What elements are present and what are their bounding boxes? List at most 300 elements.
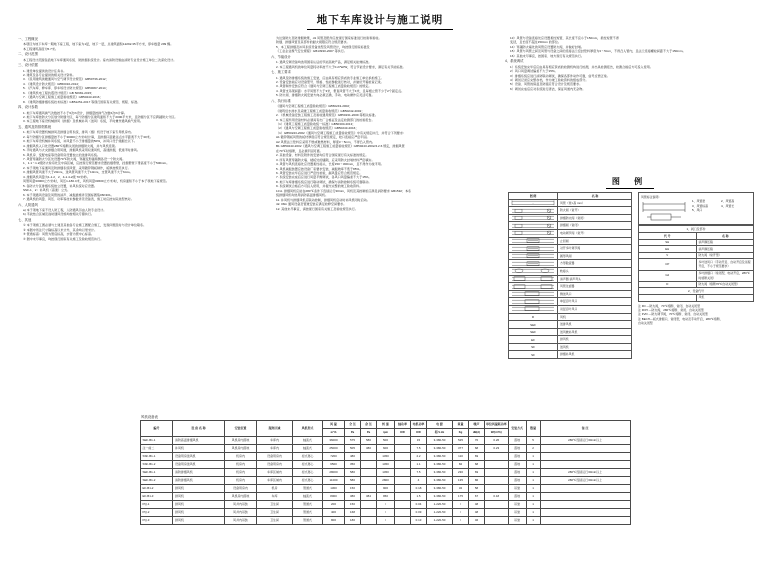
legend-row [509,222,632,230]
cell-rp [361,453,377,461]
legend-code-row [639,246,754,253]
cell-type: 管道式 [293,501,323,509]
table-row [141,493,631,501]
cell-type: 柜式离心 [293,461,323,469]
spec-section [265,36,493,45]
spec-line: 42. 08m 通风设备及管道安装应满足检修空间要求。 [276,202,347,207]
cell-power: 3-380-50 [427,469,453,477]
spec-line: 11. 补风机与排烟风机应联动控制，排烟风机启动时补风机同时启动。 [276,197,370,202]
spec-line: 4. 风管与风机连接处应设置柔性接头，长度150～300mm，且不得作为找平用。 [276,162,384,167]
cell-kw: 2.2 [411,453,427,461]
column-header: 单位风量耗功率 [485,421,509,429]
legend-symbol-cell [509,252,558,260]
cell-remark: 280℃连续运行30min以上 [540,437,630,445]
cell-name: 排风机 [173,485,225,493]
cell-noise: 46 [469,517,485,525]
filter-icon [511,284,555,290]
cell-swr [485,469,509,477]
legend-note: 注 FD —防火阀，70℃熔断、常闭、自动关闭型 [638,303,701,308]
column-header: 电 源 [427,421,453,429]
legend-name-cell: 排烟阀（常闭） [558,222,632,230]
legend-name-cell: 单层百叶风口 [558,298,632,306]
spec-line: 7. 通风机的风量、风压、功率等技术参数详见设备表，施工时应按实际选型核对。 [23,197,134,202]
cell-loc: 风机房内落地 [225,437,257,445]
text-SF2-icon [511,352,555,358]
svg-text:R: R [531,315,535,320]
column-header: 设 备 名 称 [173,421,225,437]
spec-line: B1 GB50243-2002《通风与空调工程施工质量验收规范》GB50243-2002/4.2.6 规定，排烟风管 [276,144,405,149]
spec-line: 6. 风管安装完毕后应进行严密性检验，漏风量应符合规范规定。 [276,170,363,175]
cell-weight: / [453,501,469,509]
text-SF-icon [511,344,555,350]
cell-noise: 68 [469,445,485,453]
spec-section [265,55,493,69]
spec-line: ③ 管道标高：风管为管底标高，水管为管中心标高。 [23,232,95,237]
svg-text:EF: EF [531,337,535,342]
cell-shaft [395,445,411,453]
valve2-icon [511,215,555,221]
legend-code-desc: 消声静压箱 [696,239,754,246]
spec-line: 4. 《建筑设计防火规范》GB50016-2014； [23,81,82,86]
spec-line: （1）《建筑工程施工质量验收统一标准》GB50300-2013； [276,121,356,126]
cell-swr [485,453,509,461]
cell-name: 补风机 [173,445,225,453]
cell-noise: 69 [469,453,485,461]
svg-text:SF: SF [531,345,535,350]
table-header-row [141,421,631,429]
cell-name: 排风机 [173,501,225,509]
column-unit: 相-V-Hz [427,429,453,437]
column-header: 余 压 [361,421,377,429]
spec-line: 5）设备、风管的保温及防腐应符合设计及规范要求。 [510,82,583,87]
column-header: 电机功率 [411,421,427,429]
legend-code-desc: 多叶送风口（手动开启、自动开启及远程开启，不小于规范要求） [696,259,754,270]
spec-line: 6. 风机房、变配电室等设备用房设置独立的送排风系统。 [23,152,101,157]
legend-code: EH [639,246,697,253]
spec-line: ① 本子项施工图必须与土建及其他各专业施工图配合施工，发现问题及时与设计单位联系。 [23,223,147,228]
cell-qty: 1 [526,485,540,493]
cell-weight: 82 [453,461,469,469]
spec-line: 在70℃时熔断，且必须牢固可靠。 [276,148,323,153]
legend-subheader-1: 1、阀门及部件 [639,226,754,233]
cell-power: 3-380-50 [427,461,453,469]
cell-mount: 吊装 [508,485,526,493]
table-row [141,477,631,485]
cell-rp [361,469,377,477]
legend-symbol-cell [509,237,558,245]
cell-power: 1-220-50 [427,501,453,509]
legend-code-row [639,281,754,288]
spec-line: b) 平战结合区域及战时通风设施均按相关专篇执行。 [23,212,95,217]
cell-rp: 580 [361,437,377,445]
cell-weight: 32 [453,485,469,493]
cell-power: 3-380-50 [427,493,453,501]
legend-symbol-cell [509,328,558,336]
cell-name: 排风机 [173,517,225,525]
legend-symbol-cell [509,305,558,313]
cell-sp: 480 [345,453,361,461]
spec-line: 3. 本工程地下室设机械排风（排烟）及机械补风（送风）系统，平时兼作通风换气使用。 [23,119,143,124]
legend-name-cell: 止回阀 [558,237,632,245]
spec-line: 3. 地下车库设机械补风系统，补风量不小于排烟量的50%，补风口设于储烟仓以下。 [23,139,137,144]
spec-line: （1）GB50243-2002《通风与空调工程施工质量验收规范》中有关规定执行，并符合下列要求： [276,130,406,135]
column-header: 重量 [453,421,469,429]
cell-noise: 67 [469,493,485,501]
legend-code-desc: 防火阀（常开型） [696,252,754,259]
cell-swr: 0.23 [485,445,509,453]
spec-section [12,218,259,241]
cell-power: 3-380-50 [427,437,453,445]
spec-section [265,99,493,131]
legend-code: SH [639,239,697,246]
legend-row [509,305,632,313]
spec-line: 8. 地下车库排烟系统应进行联动调试，确保与消防控制系统可靠联动。 [276,179,372,184]
spec-heading: 二、设计范围 [18,52,38,57]
cell-qty: 1 [526,493,540,501]
cell-remark [540,461,630,469]
cell-area: 车库区域内 [257,477,293,485]
cell-swr [485,509,509,517]
legend-desc-header: 名 称 [696,233,754,240]
cell-area: 车库内 [257,437,293,445]
cell-rpm: 2800 [377,477,395,485]
table-row [141,461,631,469]
cell-sp: 150 [345,501,361,509]
legend-code-row [639,239,754,246]
spec-line: 风管风量33000立方米/时，风压1-180.4米，风机风量33600立方米/时，机房面积不小于本子项地下室规范。 [23,179,169,184]
cell-noise: 48 [469,509,485,517]
spec-heading: 一、工程概况 [18,37,38,42]
cell-weight: 175 [453,493,469,501]
cell-mount: 吊装 [508,509,526,517]
cell-power: 1-220-50 [427,517,453,525]
spec-line: 《工业企业煤气安全规程》GB13930-2007 等执行。 [276,49,347,54]
legend-row [509,260,632,268]
cell-name: 消防排烟风机 [173,477,225,485]
cell-power: 3-380-50 [427,445,453,453]
cell-name: 排风机 [173,509,225,517]
legend-row [509,245,632,253]
legend-row [509,351,632,359]
legend-row [509,199,632,207]
legend-code-desc: 消声静压箱 [696,246,754,253]
legend-name-cell: 软接头 [558,267,632,275]
legend-name-cell: 排烟补风机 [558,351,632,359]
cell-rpm: / [377,517,395,525]
column-unit: Pa [361,429,377,437]
legend-symbol-cell [509,199,558,207]
cell-noise: 86 [469,477,485,485]
spec-line: 7. 系统安装完成后应进行风量平衡调试，各风口风量偏差不大于15%。 [276,175,372,180]
cell-mount: 落地 [508,461,526,469]
spec-line: 4. 排烟风机风量为1-1.2、2、4-1.4-2级 70米/秒。 [23,174,91,179]
cell-qty: 1 [526,461,540,469]
cell-name: 排风机 [173,493,225,501]
spec-line: 7. 风管穿越防火分区处设置70℃防火阀，穿越变形缝两侧各设一个防火阀。 [23,157,126,162]
cell-kw: 0.09 [411,509,427,517]
cell-flow: 800 [323,517,345,525]
column-header: 备 注 [540,421,630,437]
cell-weight: 135 [453,477,469,485]
cell-mount: 落地 [508,493,526,501]
cell-mount: 落地 [508,477,526,485]
legend-symbol-cell [509,298,558,306]
spec-line: （2）《通风与空调工程施工质量验收规范》GB50243-2016； [276,126,359,131]
diagram-label: 4、风管长 [721,203,735,208]
legend-name-cell: 送风机 [558,343,632,351]
cell-swr [485,461,509,469]
spec-line: 14）穿越防火墙处的风管应设置防火阀，并做好封堵。 [510,44,584,49]
spec-line: 6. 本子项通风设备及风管的消声、减振措施详见国标图集06K301。 [23,192,114,197]
cell-rp [361,485,377,493]
damper3-icon [511,253,555,259]
cell-type: 管道式 [293,485,323,493]
legend-note: 注 FDH —防火阀，280℃熔断、常闭、自动关闭型 [638,307,704,312]
cell-mount: 落地 [508,445,526,453]
spec-line: 2. 设备安装前应对设备型号、规格、性能参数进行核对，并做好开箱检查记录。 [276,79,384,84]
spec-line: 1. 建设单位提供的设计任务书。 [23,68,67,73]
cell-qty: 1 [526,509,540,517]
spec-line: 16）其他未尽事宜，按国家、地方现行有关规范执行。 [510,53,584,58]
cell-sp: 580 [345,469,361,477]
spec-section [12,105,259,124]
spec-line: ④ 图中未尽事宜，均按现行国家有关施工及验收规范执行。 [23,236,104,241]
cell-loc: 风机房内落地 [225,493,257,501]
spec-line: 《通风与空调工程施工质量验收规范》GB50243-2002； [276,104,353,109]
spec-heading: 三、设计依据 [18,63,38,68]
cell-qty: 1 [526,453,540,461]
legend-last-desc: 风机 [696,294,754,301]
legend-symbol-cell [509,321,558,329]
spec-section [12,37,259,51]
cell-remark [540,509,630,517]
legend-row [509,237,632,245]
cell-sp: 580 [345,477,361,485]
legend-name-cell: 风管过滤器 [558,283,632,291]
cell-area: 机房 [257,485,293,493]
cell-loc: 风井内吊装 [225,501,257,509]
legend-name-cell: 侧送风口 [558,290,632,298]
valve1-icon [511,208,555,214]
cell-rpm: 1450 [377,453,395,461]
cell-weight: / [453,509,469,517]
spec-heading: 七、施工要求 [271,70,291,75]
legend-code-row [639,252,754,259]
cell-remark [540,445,630,453]
cell-kw: 1.1 [411,461,427,469]
legend-code: CP [639,259,697,270]
legend-symbol-cell [509,343,558,351]
legend-name-cell: 送风兼补风机 [558,328,632,336]
legend-row [509,343,632,351]
cell-noise: 69 [469,469,485,477]
spec-line: 2. 地下车库按防火分区划分防烟分区，每个防烟分区建筑面积不大于2000平方米，且防烟分区不应跨越防火分区。 [23,115,178,119]
cell-type: 柜式离心 [293,477,323,485]
cell-qty: 1 [526,477,540,485]
cell-swr [485,477,509,485]
spec-line: 3. 风管制作安装应符合《通风与空调工程施工质量验收规范》的规定。 [276,84,372,89]
cell-type: 管道式 [293,517,323,525]
spec-line: 3. 所有风管穿越防火墙、楼板处的缝隙，应采用防火封堵材料严密填实。 [276,157,375,162]
cell-sp: 168 [345,509,361,517]
cell-remark [540,485,630,493]
cell-rpm: / [377,509,395,517]
legend-symbol-cell [509,267,558,275]
spec-line: 4）调试记录应完整存档，作为竣工验收资料的组成部分。 [510,78,589,83]
legend-row [509,229,632,237]
diagram-caption: 风管标注说明： [641,194,662,199]
cell-shaft [395,493,411,501]
cell-name: 设备用房送风机 [173,453,225,461]
spec-line: 5. 防火阀、排烟防火阀安装方向必须正确，手动、电动操作应灵活可靠。 [276,93,375,98]
cell-loc: 机房内 [225,453,257,461]
column-header: 安装位置 [225,421,257,437]
spec-section [265,131,493,189]
spec-line: 本工程设计范围包括地下车库通风系统、防排烟系统设计。室内消防设施由消防专业设计施工单位二次深化设计。 [23,57,177,62]
table-row [141,453,631,461]
table-row [141,517,631,525]
cell-shaft [395,453,411,461]
legend-symbol-cell [509,222,558,230]
cell-kw: 7.5 [411,469,427,477]
spec-line: 1、1.1～1.2级防火卷帘处及中庭区域，应按现行规范要求设置挡烟垂壁，挡烟垂壁下垂高度不小于500mm。 [23,161,170,166]
legend-symbol-cell [509,336,558,344]
legend-symbol-cell [509,260,558,268]
table-row [141,445,631,453]
legend-code-header: 代 号 [639,233,697,240]
legend-symbol-cell [509,229,558,237]
cell-mount: 吊装 [508,501,526,509]
diagram-label: 5、风口 [692,208,703,213]
cell-type: 轴流式 [293,437,323,445]
legend-symbol-cell [509,351,558,359]
duct-diagram-icon [641,199,689,223]
cell-power: 3-380-50 [427,477,453,485]
spec-heading: 五、通风及防排烟系统 [18,125,52,130]
grille2-icon [511,299,555,305]
cell-rpm: 600 [377,445,395,453]
diagram-label: 3、风管标高 [692,203,709,208]
cell-qty: 1 [526,469,540,477]
spec-section [12,203,259,217]
cell-rpm: 1450 [377,469,395,477]
spec-line: 为达到防火及防排烟效果，d1 风管及配件应按现行国家标准进行检验和验收。 [276,36,382,40]
legend-name-cell: 送排风机 [558,321,632,329]
svg-text:SEF: SEF [530,322,536,327]
cell-sp: 505 [345,445,361,453]
cell-kw: 0.18 [411,485,427,493]
cell-tag: EF-B1-2 [141,485,173,493]
cell-shaft [395,437,411,445]
legend-symbol-cell [509,245,558,253]
cell-rp: 384 [361,493,377,501]
silencer-icon [511,276,555,282]
cell-rpm: 1450 [377,461,395,469]
cell-power: 3-380-50 [427,485,453,493]
spec-line: 2. 其他设备、材料及附件的安装均应符合国家现行有关标准的规定。 [276,153,369,158]
cell-qty: 1 [526,501,540,509]
spec-line: 1. 地下车库设置机械排风及排烟合用系统，排风（烟）机设于地下室专用机房内。 [23,130,134,135]
cell-tag: PQ-3 [141,517,173,525]
cell-kw: 1.5 [411,493,427,501]
legend-row [509,290,632,298]
cell-remark: 280℃连续运行30min以上 [540,477,630,485]
cell-swr: 0.18 [485,493,509,501]
cell-sp: 575 [345,437,361,445]
equipment-table [140,420,631,525]
cell-mount: 吊装 [508,517,526,525]
spec-line: 10 A. 排烟风机应能在280℃条件下连续运行30min，风机及其控制柜应满足消防要求 GB1532；本系 [276,188,412,193]
page-title: 地下车库设计与施工说明 [307,14,454,30]
spec-line: 1. 地下车库通风换气次数按不小于6次/h设计，排烟量按换气次数6次/h计算。 [23,110,128,115]
cell-area: 卫生间 [257,517,293,525]
spec-line: 8. 《建筑防烟排烟系统技术标准》GB51251-2017 等现行国家有关规范、规程、标准。 [23,99,141,104]
spec-line: 3. 《民用建筑供暖通风与空气调节设计规范》GB50736-2012； [23,77,109,82]
cell-remark [540,501,630,509]
cell-type: 柜式离心 [293,453,323,461]
legend-code: V [639,252,697,259]
cell-area: 设备用房内 [257,461,293,469]
cell-weight: 230 [453,469,469,477]
legend-row [509,252,632,260]
cell-sp: 150 [345,485,361,493]
column-header: 全 压 [345,421,361,429]
legend-row [509,336,632,344]
legend-note: 注 FVD —防火调节阀，70℃熔断、常闭、自动关闭型 [638,312,708,317]
cell-loc: 风机房内落地 [225,445,257,453]
spec-section [499,36,746,58]
column-header: 轴功率 [395,421,411,429]
legend-symbol-cell [509,275,558,283]
spec-column-1 [12,36,259,406]
cell-tag: SEF-B1-1 [141,437,173,445]
spec-heading: 4、系统调试 [505,59,524,64]
text-R-icon [511,314,555,320]
table-row [141,501,631,509]
legend-name-cell: 风机 [558,313,632,321]
legend-code-desc: 防火阀（熔断70℃自动关闭型） [696,281,754,288]
cell-mount: 落地 [508,453,526,461]
spec-line: 1）系统安装完毕后应由具有相应资质的检测机构进行检测，并出具检测报告，检测合格后方可投入使用。 [510,64,653,69]
legend-name-cell: 排风机 [558,336,632,344]
legend-symbol-cell [509,290,558,298]
cell-swr [485,501,509,509]
cell-weight: / [453,517,469,525]
spec-line: A2 风管法兰垫料应采用不燃或难燃材料，厚度3～5mm，不得凸入管内。 [276,139,376,144]
spec-line: 1. 通风空调设备均选用国家认证的节能高效产品，满足相关能效标准。 [276,60,372,65]
spec-heading: 六、人防通风 [18,202,38,207]
cell-mount: 落地 [508,437,526,445]
spec-line: 2）风口风量调试偏差不大于15%。 [510,69,558,74]
cell-flow: 11000 [323,477,345,485]
legend-header-name: 名 称 [558,193,632,200]
spec-line: 12. 其他未尽事宜，请按现行国家有关施工及验收规范执行。 [276,206,358,211]
cell-area: 车库 [257,493,293,501]
cell-loc: 机房内 [225,461,257,469]
spec-section [265,45,493,54]
spec-line: 2. 每个防烟分区排烟量按不小于30000立方米/时计算，且排烟口距最远点水平距离不大于30米。 [23,134,153,139]
spec-line: 4. 排烟风机入口处设置280℃熔断关闭的排烟防火阀，并与风机连锁。 [23,143,118,148]
legend-symbol-cell [509,214,558,222]
spec-line: 3. 排烟风管风速不大于20m/s，送风管风速不大于10m/s，支管风速不大于6m/s。 [23,170,133,175]
cell-rp [361,461,377,469]
cell-power: 1-220-50 [427,509,453,517]
spec-line: 13）风管与设备连接处应设置柔性短管，其长度不宜小于150mm，柔性短管不得 [510,36,619,40]
cell-rp [361,477,377,485]
spec-section [12,52,259,62]
spec-heading: 四、设计参数 [18,105,38,110]
column-header: 风 量 [323,421,345,429]
